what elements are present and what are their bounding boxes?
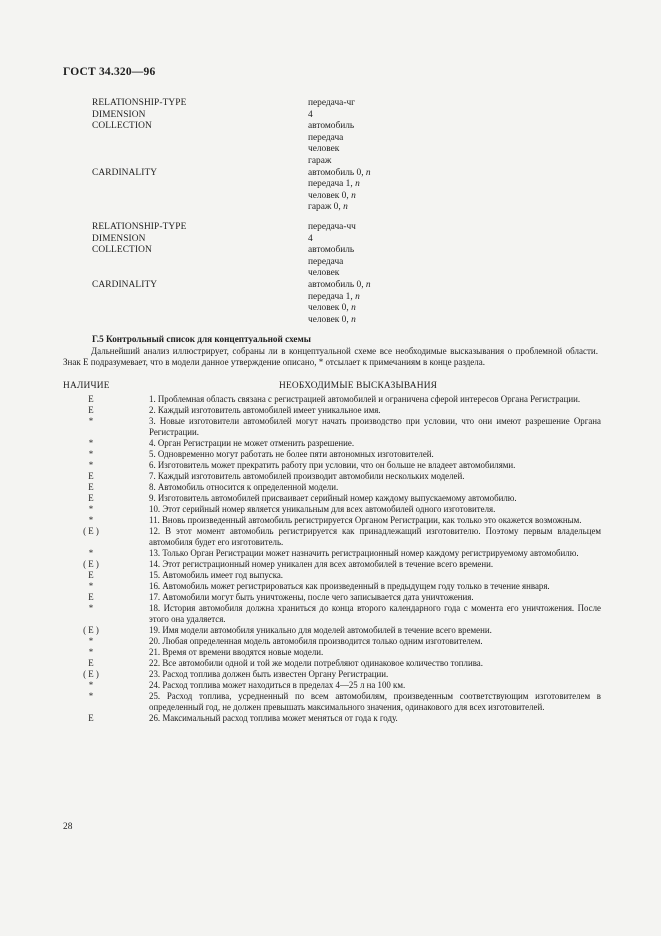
column-header-presence: НАЛИЧИЕ (63, 381, 110, 391)
statement-text: 10. Этот серийный номер является уникальным для всех автомобилей одного изготовителя. (149, 504, 496, 514)
relationship-row (92, 315, 612, 327)
relationship-value-text: автомобиль 0, (308, 279, 364, 290)
section-title: Г.5 Контрольный список для концептуальной схемы (92, 334, 311, 344)
relationship-key: RELATIONSHIP-TYPE (92, 221, 187, 232)
statement-text: 16. Автомобиль может регистрироваться как произведенный в предыдущем году только в течение января. (149, 581, 550, 591)
relationship-key: COLLECTION (92, 121, 152, 132)
presence-mark: * (88, 603, 94, 613)
relationship-row (92, 98, 612, 110)
cardinality-n: n (365, 279, 371, 290)
list-item (63, 460, 601, 471)
relationship-value-text: автомобиль (308, 245, 355, 256)
list-item (63, 559, 601, 570)
statement-text: 2. Каждый изготовитель автомобилей имеет уникальное имя. (149, 405, 381, 415)
relationship-key (92, 268, 308, 280)
relationship-value-text: передача-чг (308, 98, 356, 108)
list-item (63, 515, 601, 526)
relationship-value-text: человек (308, 144, 340, 155)
presence-mark: ( E ) (83, 669, 99, 679)
relationship-value-text: человек (308, 268, 340, 279)
relationship-row (92, 133, 612, 145)
cardinality-n: n (365, 167, 371, 178)
relationship-value-text: автомобиль 0, (308, 167, 364, 178)
presence-mark: ( E ) (83, 625, 99, 635)
relationship-key (92, 133, 308, 145)
statement-text: 13. Только Орган Регистрации может назначить регистрационный номер каждому регистрируемому автомобилю. (149, 548, 579, 558)
relationship-row (92, 268, 612, 280)
list-item (63, 603, 601, 625)
statement-text: 15. Автомобиль имеет год выпуска. (149, 570, 284, 580)
relationship-key (92, 292, 308, 304)
list-item (63, 416, 601, 438)
statement-text: 9. Изготовитель автомобилей присваивает серийный номер каждому выпускаемому автомобилю. (149, 493, 517, 503)
page-number: 28 (63, 822, 73, 832)
relationship-key: DIMENSION (92, 233, 146, 244)
cardinality-n: n (355, 291, 360, 302)
list-item (63, 647, 601, 658)
intro-paragraph: Дальнейший анализ иллюстрирует, собраны ли в концептуальной схеме все необходимые высказывания о проблемной области. Знак E подразумевает, что в модели данное утверждение описано, * отсылает к примечаниям в конце раздела. (63, 346, 598, 368)
statement-text: 3. Новые изготовители автомобилей могут начать производство при условии, что они имеют разрешение Органа Регистрации. (149, 416, 601, 437)
statement-text: 7. Каждый изготовитель автомобилей производит автомобили нескольких моделей. (149, 471, 465, 481)
presence-mark: * (88, 460, 94, 470)
statement-text: 24. Расход топлива может находиться в пределах 4—25 л на 100 км. (149, 680, 406, 690)
relationship-value (308, 133, 612, 145)
relationship-key (92, 144, 308, 156)
relationship-value (308, 222, 612, 234)
relationship-value (308, 168, 612, 180)
relationship-value-text: передача 1, (308, 291, 353, 302)
relationship-value (308, 156, 612, 168)
list-item (63, 691, 601, 713)
relationship-value (308, 98, 612, 110)
relationship-value-text: человек 0, (308, 303, 349, 314)
relationship-row (92, 234, 612, 246)
statement-text: 6. Изготовитель может прекратить работу при условии, что он больше не владеет автомобилями. (149, 460, 516, 470)
relationship-value-text: 4 (308, 233, 313, 244)
relationship-key (92, 156, 308, 168)
presence-mark: E (88, 713, 94, 723)
presence-mark: * (88, 449, 94, 459)
statement-text: 1. Проблемная область связана с регистрацией автомобилей и ограничена сферой интересов Органа Регистрации. (149, 394, 581, 404)
presence-mark: * (88, 691, 94, 701)
statement-text: 18. История автомобиля должна храниться до конца второго календарного года с момента его уничтожения. После этого она удаляется. (149, 603, 601, 624)
list-item (63, 526, 601, 548)
relationship-value-text: передача-чч (308, 221, 356, 232)
relationship-row (92, 280, 612, 292)
relationship-value (308, 202, 612, 214)
list-item (63, 438, 601, 449)
cardinality-n: n (355, 179, 360, 190)
relationship-key (92, 179, 308, 191)
relationship-key (92, 303, 308, 315)
presence-mark: * (88, 504, 94, 514)
list-item (63, 482, 601, 493)
relationship-value (308, 292, 612, 304)
relationship-value (308, 234, 612, 246)
list-item (63, 625, 601, 636)
cardinality-n: n (351, 190, 356, 201)
presence-mark: * (88, 636, 94, 646)
relationship-value (308, 110, 612, 122)
statement-text: 4. Орган Регистрации не может отменить разрешение. (149, 438, 355, 448)
relationship-value-text: 4 (308, 109, 313, 120)
column-header-statements: НЕОБХОДИМЫЕ ВЫСКАЗЫВАНИЯ (279, 381, 438, 391)
relationship-value (308, 280, 612, 292)
list-item (63, 680, 601, 691)
relationship-row (92, 245, 612, 257)
relationship-value (308, 179, 612, 191)
statement-text: 25. Расход топлива, усредненный по всем автомобилям, произведенным соответствующим изготовителем в определенный год, не должен превышать максимального значения, одинакового для всех изготовителей. (149, 691, 601, 712)
presence-mark: ( E ) (83, 526, 99, 536)
relationship-value (308, 144, 612, 156)
statements-list (63, 394, 601, 724)
list-item (63, 405, 601, 416)
cardinality-n: n (351, 303, 356, 314)
presence-mark: * (88, 647, 94, 657)
relationship-row (92, 191, 612, 203)
relationship-key: DIMENSION (92, 109, 146, 120)
list-item (63, 636, 601, 647)
relationship-row (92, 202, 612, 214)
presence-mark: * (88, 581, 94, 591)
presence-mark: E (88, 394, 94, 404)
presence-mark: E (88, 471, 94, 481)
list-item (63, 548, 601, 559)
relationship-value (308, 121, 612, 133)
relationship-key (92, 257, 308, 269)
relationship-value-text: гараж 0, (308, 202, 341, 213)
relationship-definitions (92, 98, 612, 326)
statement-text: 14. Этот регистрационный номер уникален для всех автомобилей в течение всего времени. (149, 559, 494, 569)
relationship-key (92, 315, 308, 327)
relationship-key (92, 202, 308, 214)
relationship-value-text: передача (308, 256, 344, 267)
list-item (63, 713, 601, 724)
statement-text: 17. Автомобили могут быть уничтожены, после чего записывается дата уничтожения. (149, 592, 474, 602)
statement-text: 8. Автомобиль относится к определенной модели. (149, 482, 339, 492)
statement-text: 20. Любая определенная модель автомобиля производится только одним изготовителем. (149, 636, 483, 646)
presence-mark: E (88, 482, 94, 492)
presence-mark: E (88, 405, 94, 415)
relationship-value-text: гараж (308, 155, 332, 166)
relationship-value (308, 245, 612, 257)
relationship-row (92, 168, 612, 180)
statement-text: 26. Максимальный расход топлива может меняться от года к году. (149, 713, 398, 723)
relationship-row (92, 110, 612, 122)
statement-text: 5. Одновременно могут работать не более пяти автономных изготовителей. (149, 449, 434, 459)
relationship-row (92, 303, 612, 315)
relationship-row (92, 292, 612, 304)
list-item (63, 471, 601, 482)
relationship-value-text: человек 0, (308, 314, 349, 325)
list-item (63, 493, 601, 504)
presence-mark: * (88, 416, 94, 426)
relationship-key: COLLECTION (92, 245, 152, 256)
relationship-value (308, 303, 612, 315)
relationship-key: RELATIONSHIP-TYPE (92, 98, 187, 108)
statement-text: 19. Имя модели автомобиля уникально для моделей автомобилей в течение всего времени. (149, 625, 492, 635)
presence-mark: * (88, 680, 94, 690)
cardinality-n: n (343, 202, 348, 213)
relationship-value-text: передача (308, 132, 344, 143)
relationship-row (92, 144, 612, 156)
statement-text: 12. В этот момент автомобиль регистрируется как принадлежащий изготовителю. Поэтому первым владельцем автомобиля будет его изготовитель. (149, 526, 601, 547)
relationship-row (92, 222, 612, 234)
relationship-row (92, 121, 612, 133)
relationship-value-text: передача 1, (308, 179, 353, 190)
presence-mark: ( E ) (83, 559, 99, 569)
relationship-value (308, 315, 612, 327)
list-item (63, 504, 601, 515)
presence-mark: E (88, 592, 94, 602)
relationship-row (92, 257, 612, 269)
presence-mark: * (88, 438, 94, 448)
list-item (63, 669, 601, 680)
relationship-value (308, 191, 612, 203)
list-item (63, 592, 601, 603)
list-item (63, 658, 601, 669)
list-item (63, 394, 601, 405)
relationship-key: CARDINALITY (92, 279, 158, 290)
presence-mark: E (88, 658, 94, 668)
statement-text: 22. Все автомобили одной и той же модели потребляют одинаковое количество топлива. (149, 658, 483, 668)
presence-mark: * (88, 548, 94, 558)
cardinality-n: n (351, 314, 356, 325)
list-item (63, 581, 601, 592)
relationship-value-text: человек 0, (308, 190, 349, 201)
statement-text: 21. Время от времени вводятся новые модели. (149, 647, 324, 657)
relationship-row (92, 179, 612, 191)
list-item (63, 570, 601, 581)
relationship-key: CARDINALITY (92, 167, 158, 178)
presence-mark: E (88, 570, 94, 580)
relationship-value (308, 268, 612, 280)
relationship-value-text: автомобиль (308, 121, 355, 132)
relationship-key (92, 191, 308, 203)
relationship-row (92, 156, 612, 168)
statement-text: 23. Расход топлива должен быть известен Органу Регистрации. (149, 669, 389, 679)
page-header: ГОСТ 34.320—96 (63, 66, 156, 78)
relationship-value (308, 257, 612, 269)
list-item (63, 449, 601, 460)
block-gap (92, 214, 612, 222)
presence-mark: E (88, 493, 94, 503)
presence-mark: * (88, 515, 94, 525)
statement-text: 11. Вновь произведенный автомобиль регистрируется Органом Регистрации, как только это окажется возможным. (149, 515, 582, 525)
